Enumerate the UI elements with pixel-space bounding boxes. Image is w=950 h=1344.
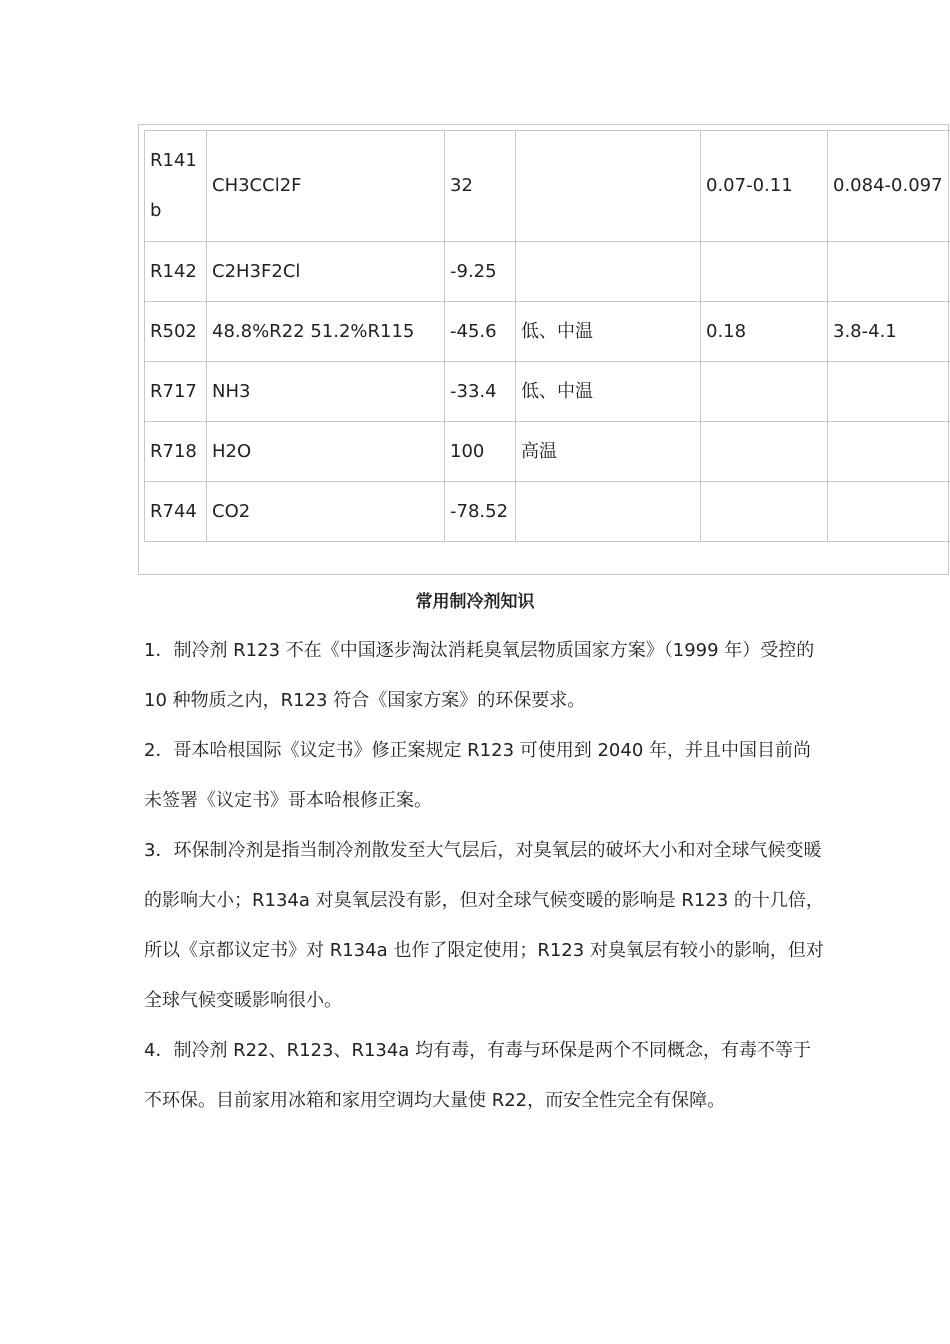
value-cell-6: 3.8-4.1 <box>828 302 950 362</box>
formula-cell: NH3 <box>207 362 445 422</box>
table-row <box>145 362 950 422</box>
temperature-cell: 100 <box>445 422 516 482</box>
section-title: 常用制冷剂知识 <box>415 592 535 612</box>
temperature-cell: -78.52 <box>445 482 516 542</box>
formula-cell: H2O <box>207 422 445 482</box>
table-row <box>145 302 950 362</box>
value-cell-5 <box>701 422 828 482</box>
temperature-cell: 32 <box>445 131 516 242</box>
temperature-cell: -9.25 <box>445 242 516 302</box>
table-row <box>145 482 950 542</box>
usage-cell <box>516 131 701 242</box>
refrigerant-name-cell: R718 <box>145 422 207 482</box>
temperature-cell: -33.4 <box>445 362 516 422</box>
paragraph-3: 3．环保制冷剂是指当制冷剂散发至大气层后，对臭氧层的破坏大小和对全球气候变暖的影响大小；R134a 对臭氧层没有影，但对全球气候变暖的影响是 R123 的十几倍，所以《京都议定书》对 R134a 也作了限定使用；R123 对臭氧层有较小的影响，但对全球气候变暖影响很小。 <box>144 840 824 1011</box>
refrigerant-name-cell: R502 <box>145 302 207 362</box>
formula-cell: C2H3F2Cl <box>207 242 445 302</box>
paragraph-1: 1．制冷剂 R123 不在《中国逐步淘汰消耗臭氧层物质国家方案》（1999 年）受控的 10 种物质之内，R123 符合《国家方案》的环保要求。 <box>144 640 815 711</box>
formula-cell: 48.8%R22 51.2%R115 <box>207 302 445 362</box>
usage-cell <box>516 482 701 542</box>
usage-cell <box>516 242 701 302</box>
usage-cell: 低、中温 <box>516 302 701 362</box>
temperature-cell: -45.6 <box>445 302 516 362</box>
value-cell-5 <box>701 242 828 302</box>
paragraph-4: 4．制冷剂 R22、R123、R134a 均有毒，有毒与环保是两个不同概念，有毒不等于不环保。目前家用冰箱和家用空调均大量使 R22，而安全性完全有保障。 <box>144 1040 812 1111</box>
usage-cell: 高温 <box>516 422 701 482</box>
value-cell-6: 0.084-0.097 <box>828 131 950 242</box>
section-body <box>144 626 824 1126</box>
refrigerant-name-cell: R142 <box>145 242 207 302</box>
value-cell-5 <box>701 482 828 542</box>
refrigerant-name-cell: R141b <box>145 131 207 242</box>
usage-cell: 低、中温 <box>516 362 701 422</box>
value-cell-6 <box>828 482 950 542</box>
paragraph-2: 2．哥本哈根国际《议定书》修正案规定 R123 可使用到 2040 年，并且中国目前尚未签署《议定书》哥本哈根修正案。 <box>144 740 812 811</box>
refrigerant-table <box>144 130 950 542</box>
value-cell-5 <box>701 362 828 422</box>
table-row <box>145 242 950 302</box>
value-cell-6 <box>828 422 950 482</box>
formula-cell: CH3CCl2F <box>207 131 445 242</box>
formula-cell: CO2 <box>207 482 445 542</box>
value-cell-6 <box>828 362 950 422</box>
table-row <box>145 131 950 242</box>
table-row <box>145 422 950 482</box>
value-cell-5: 0.07-0.11 <box>701 131 828 242</box>
value-cell-5: 0.18 <box>701 302 828 362</box>
refrigerant-name-cell: R717 <box>145 362 207 422</box>
value-cell-6 <box>828 242 950 302</box>
refrigerant-name-cell: R744 <box>145 482 207 542</box>
